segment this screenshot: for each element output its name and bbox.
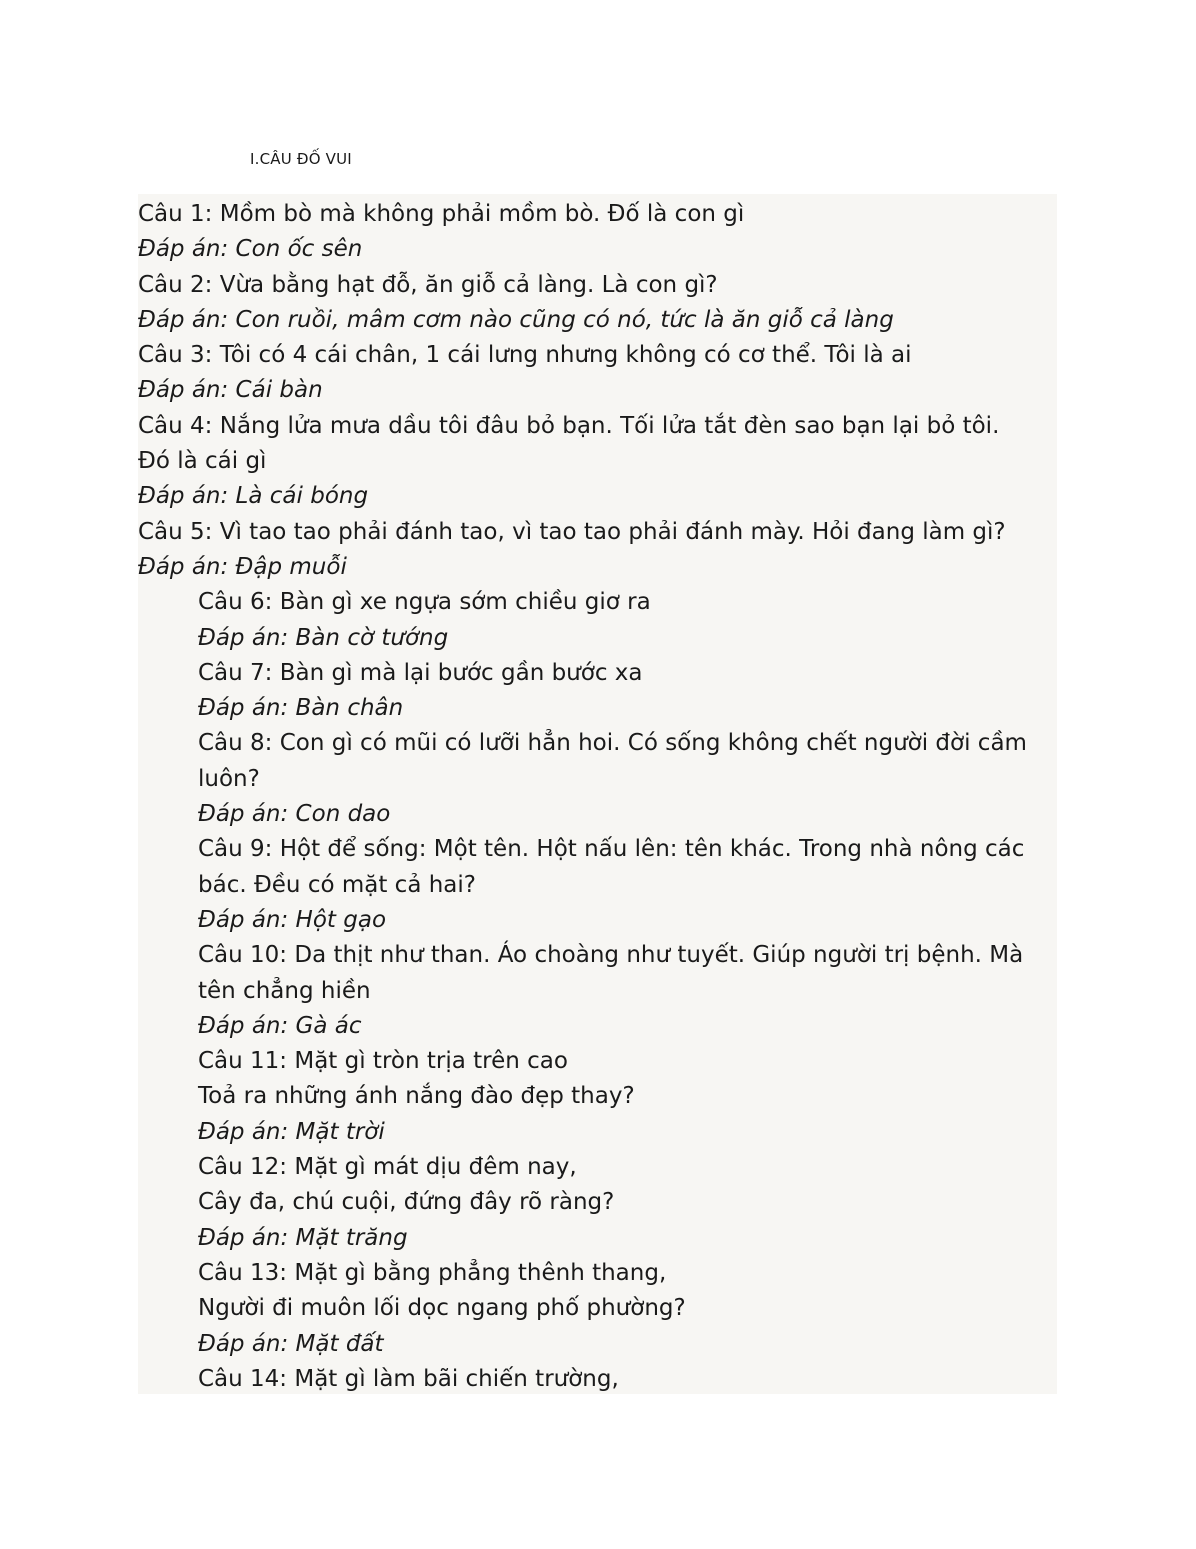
question-line: Câu 7: Bàn gì mà lại bước gần bước xa — [198, 659, 643, 686]
question-line: Câu 3: Tôi có 4 cái chân, 1 cái lưng nhưng không có cơ thể. Tôi là ai — [138, 342, 912, 369]
section-heading: I.CÂU ĐỐ VUI — [250, 150, 352, 168]
question-line: Câu 10: Da thịt như than. Áo choàng như tuyết. Giúp người trị bệnh. Mà — [198, 942, 1024, 969]
question-line: bác. Đều có mặt cả hai? — [198, 871, 476, 898]
answer-line: Đáp án: Con dao — [198, 801, 391, 828]
question-line: Câu 6: Bàn gì xe ngựa sớm chiều giơ ra — [198, 589, 651, 616]
riddle-lines — [138, 197, 1053, 1394]
question-line: Câu 9: Hột để sống: Một tên. Hột nấu lên: tên khác. Trong nhà nông các — [198, 836, 1025, 863]
question-line: Câu 4: Nắng lửa mưa dầu tôi đâu bỏ bạn. Tối lửa tắt đèn sao bạn lại bỏ tôi. — [138, 412, 1000, 439]
question-line: Câu 11: Mặt gì tròn trịa trên cao — [198, 1048, 568, 1075]
question-line: Người đi muôn lối dọc ngang phố phường? — [198, 1295, 686, 1322]
question-line: Đó là cái gì — [138, 448, 267, 475]
question-line: luôn? — [198, 765, 260, 792]
question-line: Toả ra những ánh nắng đào đẹp thay? — [198, 1083, 635, 1110]
question-line: tên chẳng hiền — [198, 977, 371, 1004]
answer-line: Đáp án: Bàn cờ tướng — [198, 624, 449, 651]
answer-line: Đáp án: Đập muỗi — [138, 553, 347, 580]
question-line: Câu 5: Vì tao tao phải đánh tao, vì tao tao phải đánh mày. Hỏi đang làm gì? — [138, 518, 1006, 545]
question-line: Câu 2: Vừa bằng hạt đỗ, ăn giỗ cả làng. Là con gì? — [138, 271, 718, 298]
answer-line: Đáp án: Con ốc sên — [138, 236, 363, 263]
answer-line: Đáp án: Là cái bóng — [138, 483, 369, 510]
question-line: Câu 14: Mặt gì làm bãi chiến trường, — [198, 1365, 619, 1392]
answer-line: Đáp án: Cái bàn — [138, 377, 323, 404]
question-line: Câu 12: Mặt gì mát dịu đêm nay, — [198, 1154, 577, 1181]
answer-line: Đáp án: Gà ác — [198, 1012, 362, 1039]
question-line: Câu 8: Con gì có mũi có lưỡi hẳn hoi. Có sống không chết người đời cầm — [198, 730, 1027, 757]
question-line: Câu 13: Mặt gì bằng phẳng thênh thang, — [198, 1259, 667, 1286]
answer-line: Đáp án: Mặt trời — [198, 1118, 385, 1145]
riddle-content-block — [138, 194, 1057, 1394]
question-line: Cây đa, chú cuội, đứng đây rõ ràng? — [198, 1189, 615, 1216]
answer-line: Đáp án: Mặt đất — [198, 1330, 384, 1357]
answer-line: Đáp án: Bàn chân — [198, 695, 404, 722]
question-line: Câu 1: Mồm bò mà không phải mồm bò. Đố là con gì — [138, 201, 745, 227]
answer-line: Đáp án: Con ruồi, mâm cơm nào cũng có nó, tức là ăn giỗ cả làng — [138, 306, 894, 333]
answer-line: Đáp án: Mặt trăng — [198, 1224, 408, 1251]
answer-line: Đáp án: Hột gạo — [198, 906, 387, 933]
